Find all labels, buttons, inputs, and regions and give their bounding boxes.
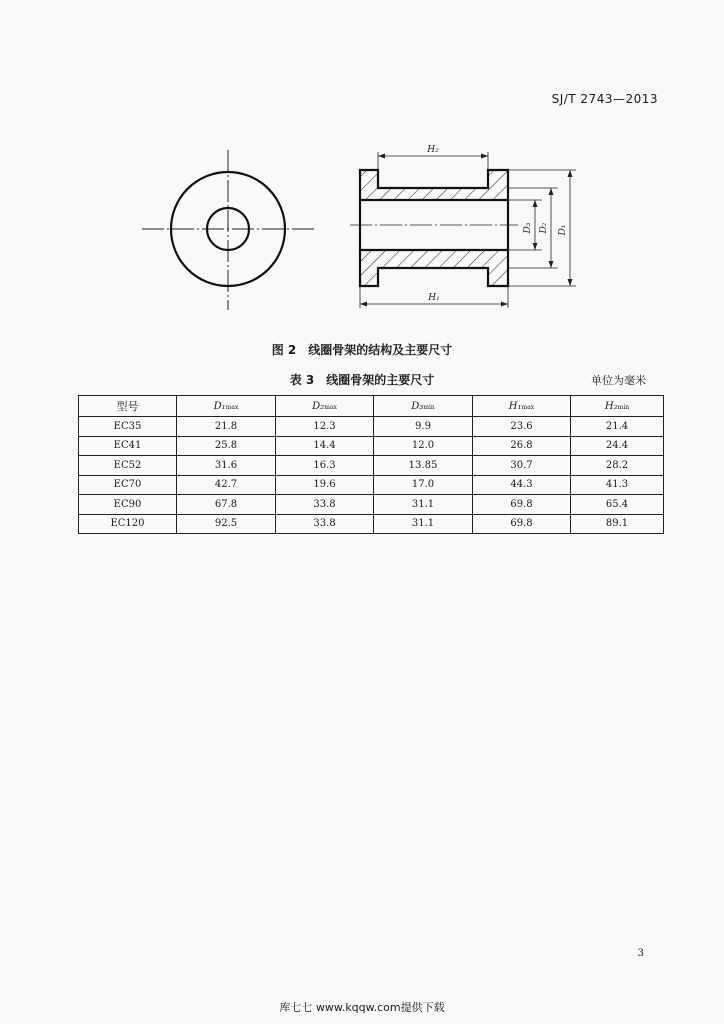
table-row <box>79 514 664 534</box>
page-number: 3 <box>637 948 644 959</box>
download-footer: 库七七 www.kqqw.com提供下载 <box>279 1001 445 1014</box>
cell-h1: 26.8 <box>473 436 571 456</box>
cell-h2: 24.4 <box>571 436 664 456</box>
table-row <box>79 417 664 437</box>
cell-d3: 17.0 <box>374 475 473 495</box>
dimensions-table <box>78 395 664 534</box>
cell-model: EC70 <box>79 475 177 495</box>
col-header-d2-max <box>276 396 374 417</box>
table-caption: 表 3 线圈骨架的主要尺寸 <box>289 373 435 387</box>
col-header-sub: min <box>423 403 435 411</box>
col-header-sub: max <box>324 403 337 411</box>
cell-h2: 65.4 <box>571 495 664 515</box>
cell-d2: 14.4 <box>276 436 374 456</box>
cell-h1: 69.8 <box>473 514 571 534</box>
cell-model: EC41 <box>79 436 177 456</box>
cell-h1: 23.6 <box>473 417 571 437</box>
col-header-var: D₁ <box>213 400 226 412</box>
col-header-var: D₂ <box>312 400 325 412</box>
cell-d3: 31.1 <box>374 514 473 534</box>
cell-d1: 25.8 <box>177 436 276 456</box>
cell-d2: 33.8 <box>276 514 374 534</box>
col-header-model <box>79 396 177 417</box>
cell-d1: 21.8 <box>177 417 276 437</box>
d1-label: D₁ <box>558 224 568 236</box>
lower-section-wall <box>360 250 508 286</box>
cell-d3: 9.9 <box>374 417 473 437</box>
col-header-sub: min <box>617 403 630 411</box>
unit-note: 单位为毫米 <box>591 374 646 387</box>
table-row <box>79 475 664 495</box>
d3-label: D₃ <box>523 222 533 234</box>
section-view <box>350 145 576 308</box>
cell-h1: 30.7 <box>473 456 571 476</box>
coil-former-figure <box>130 138 590 318</box>
cell-d2: 19.6 <box>276 475 374 495</box>
cell-h1: 69.8 <box>473 495 571 515</box>
h2-label: H₂ <box>427 145 439 155</box>
table-row <box>79 495 664 515</box>
col-header-var: H₂ <box>604 400 618 412</box>
cell-d2: 33.8 <box>276 495 374 515</box>
cell-d1: 67.8 <box>177 495 276 515</box>
cell-h2: 41.3 <box>571 475 664 495</box>
cell-h2: 28.2 <box>571 456 664 476</box>
col-header-h1-max <box>473 396 571 417</box>
cell-d3: 31.1 <box>374 495 473 515</box>
figure-caption: 图 2 线圈骨架的结构及主要尺寸 <box>271 343 453 357</box>
cell-h2: 21.4 <box>571 417 664 437</box>
col-header-var: D₃ <box>411 400 424 412</box>
cell-h2: 89.1 <box>571 514 664 534</box>
table-row <box>79 436 664 456</box>
col-header-label: 型号 <box>116 400 139 413</box>
cell-d3: 13.85 <box>374 456 473 476</box>
cell-d2: 12.3 <box>276 417 374 437</box>
cell-d2: 16.3 <box>276 456 374 476</box>
end-view <box>142 150 316 310</box>
table-row <box>79 456 664 476</box>
cell-model: EC35 <box>79 417 177 437</box>
cell-d1: 42.7 <box>177 475 276 495</box>
h1-label: H₁ <box>428 293 440 303</box>
cell-d1: 31.6 <box>177 456 276 476</box>
col-header-h2-min <box>571 396 664 417</box>
cell-model: EC90 <box>79 495 177 515</box>
cell-model: EC120 <box>79 514 177 534</box>
cell-d1: 92.5 <box>177 514 276 534</box>
d2-label: D₂ <box>539 222 549 234</box>
cell-model: EC52 <box>79 456 177 476</box>
col-header-sub: max <box>225 403 239 411</box>
standard-code: SJ/T 2743—2013 <box>551 92 658 106</box>
col-header-var: H₁ <box>508 400 522 412</box>
cell-d3: 12.0 <box>374 436 473 456</box>
col-header-sub: max <box>521 403 535 411</box>
col-header-d1-max <box>177 396 276 417</box>
upper-section-wall <box>360 170 508 200</box>
table-header-row <box>79 396 664 417</box>
cell-h1: 44.3 <box>473 475 571 495</box>
col-header-d3-min <box>374 396 473 417</box>
